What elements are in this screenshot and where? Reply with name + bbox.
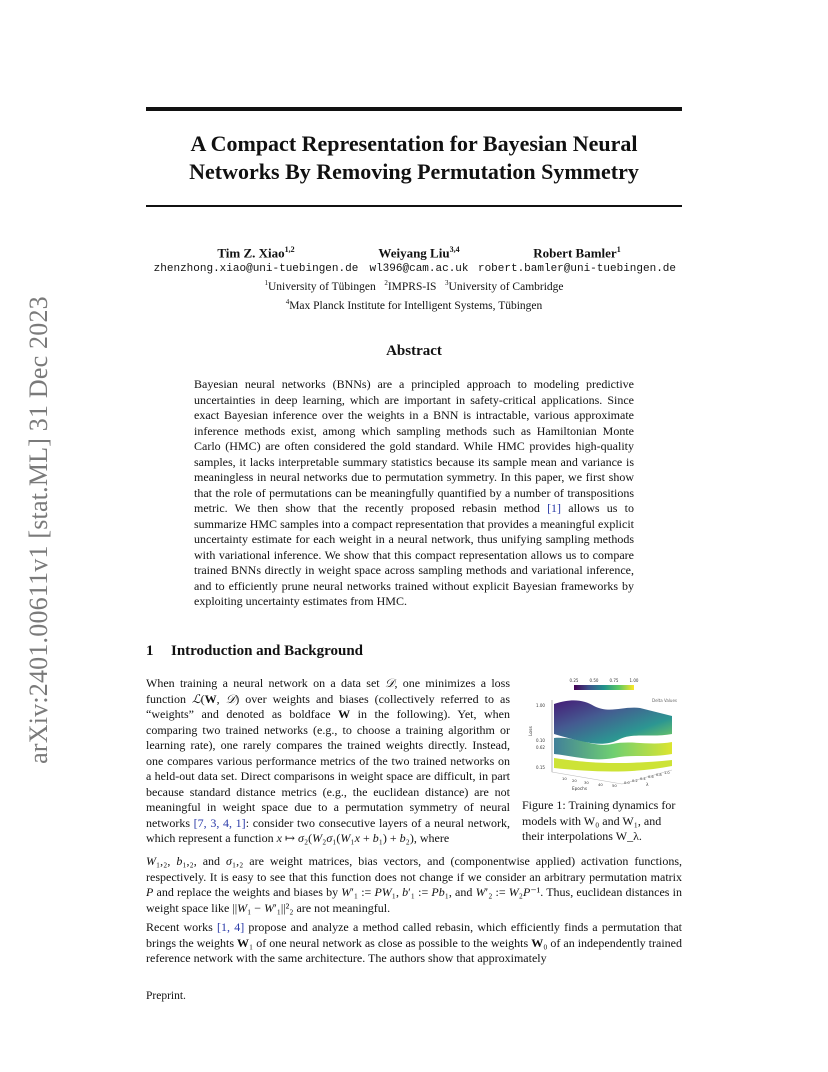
y-axis-label: Loss: [529, 726, 534, 736]
author-2-name: Weiyang Liu: [378, 245, 450, 261]
y-tick: 0.15: [536, 765, 545, 770]
section-number: 1: [146, 643, 154, 659]
lambda-tick: 0.4: [640, 777, 646, 781]
author-2-email[interactable]: wl396@cam.ac.uk: [369, 263, 469, 276]
author-3-name: Robert Bamler: [533, 245, 617, 261]
abstract-body: Bayesian neural networks (BNNs) are a principled approach to modeling predictive uncertainties in deep learning, which are important in safety-critical applications. Since exact Bayesian inference over the weights in a BNN is intractable, various approximate inference methods exist, among which sampling methods such as Hamiltonian Monte Carlo (HMC) are often considered the gold standard. While HMC provides high-quality samples, it lacks interpretable summary statistics because its sample mean and variance is meaningless in neural networks due to permutation symmetry. In this paper, we first show that the role of permutations can be meaningfully quantified by a number of transpositions metric. We then show that the recently proposed rebasin method [1] allows us to summarize HMC samples into a compact representation that provides a meaningful explicit uncertainty estimate for each weight in a neural network, thus unifying sampling methods with variational inference. We show that this compact representation allows us to compare trained BNNs directly in weight space across sampling methods and variational inference, and to efficiently prune neural networks trained without explicit Bayesian frameworks by exploiting uncertainty estimates from HMC.: [194, 377, 634, 608]
author-1-sup: 1,2: [284, 245, 295, 254]
lambda-tick: 0.6: [648, 775, 654, 779]
colorbar-tick: 0.75: [609, 678, 619, 683]
lambda-tick: 0.0: [624, 781, 630, 785]
affiliation-line-1: $^1$University of Tübingen $^2$IMPRS-IS $^3$University of Cambridge: [264, 279, 564, 293]
lambda-tick: 0.2: [632, 779, 638, 783]
x-tick: 10: [562, 776, 567, 781]
author-2-sup: 3,4: [449, 245, 460, 254]
y-tick: 1.00: [536, 703, 545, 708]
footer-preprint: Preprint.: [146, 990, 186, 1002]
affiliation-1: University of Tübingen: [267, 280, 376, 293]
intro-paragraph-1: When training a neural network on a data set 𝒟, one minimizes a loss function ℒ(W, 𝒟) over weights and biases (collectively referred to as “weights” and denoted as boldface W in the following). Yet, when comparing two trained networks (e.g., to choose a training algorithm or learning rate), one rarely compares the trained weights directly. Instead, one compares various performance metrics of the two trained networks on a held-out data set. Direct comparisons in weight space are difficult, in part because standard distance metrics (e.g., the euclidean distance) are not meaningful in weight space due to a permutation symmetry of neural networks [7, 3, 4, 1]: consider two consecutive layers of a neural network, which represent a function x ↦ σ₂(W₂σ₁(W₁x + b₁) + b₂), where: [146, 676, 511, 845]
intro-paragraph-2: Recent works [1, 4] propose and analyze a method called rebasin, which efficiently finds a permutation that brings the weights W₁ of one neural network as close as possible to the weights W₀ of an independently trained reference network with the same architecture. The authors show that approximately: [146, 920, 683, 965]
x-axis-label: Epochs: [572, 786, 588, 791]
author-1-name: Tim Z. Xiao: [217, 245, 285, 261]
affiliation-line-2: $^4$Max Planck Institute for Intelligent Systems, Tübingen: [285, 297, 543, 312]
x-tick: 40: [598, 782, 603, 787]
author-2: [354, 242, 484, 277]
author-1: [146, 242, 366, 277]
author-1-email[interactable]: zhenzhong.xiao@uni-tuebingen.de: [153, 263, 359, 276]
colorbar-tick: 0.25: [569, 678, 579, 683]
y-tick: 0.62: [536, 745, 545, 750]
y-tick: 0.10: [536, 738, 545, 743]
affiliation-4: Max Planck Institute for Intelligent Systems, Tübingen: [289, 299, 543, 312]
title-bottom-rule: [146, 205, 682, 207]
lambda-tick: 1.0: [664, 771, 670, 775]
intro-paragraph-1-cont: W₁,₂, b₁,₂, and σ₁,₂ are weight matrices, bias vectors, and (componentwise applied) activation functions, respectively. It is easy to see that this function does not change if we consider an arbitrary permutation matrix P and replace the weights and biases by W′₁ := PW₁, b′₁ := Pb₁, and W′₂ := W₂P⁻¹. Thus, euclidean distances in weight space like ||W₁ − W′₁||²₂ are not meaningful.: [146, 854, 683, 915]
surface-lower: [554, 758, 672, 772]
x-tick: 50: [612, 783, 617, 788]
colorbar-tick: 1.00: [629, 678, 639, 683]
x-tick: 20: [572, 778, 577, 783]
title-top-rule: [146, 107, 682, 111]
abstract-heading: Abstract: [386, 343, 442, 359]
paper-title-line-2: Networks By Removing Permutation Symmetry: [189, 159, 639, 184]
arxiv-identifier: [23, 285, 55, 775]
legend-label: Delta Values: [652, 698, 678, 703]
colorbar-tick: 0.50: [589, 678, 599, 683]
section-heading: [146, 643, 363, 660]
surface-upper: [554, 700, 672, 743]
author-3-sup: 1: [616, 245, 621, 254]
author-3-email[interactable]: robert.bamler@uni-tuebingen.de: [477, 263, 677, 276]
figure-1-surface-plot: [522, 676, 682, 796]
paper-title-line-1: A Compact Representation for Bayesian Neural: [190, 131, 638, 156]
x-tick: 30: [584, 780, 589, 785]
author-3: [472, 242, 682, 277]
arxiv-identifier-text: arXiv:2401.00611v1 [stat.ML] 31 Dec 2023: [24, 296, 53, 764]
affiliation-2: IMPRS-IS: [387, 280, 437, 293]
citation-link[interactable]: [1]: [547, 501, 562, 515]
lambda-tick: 0.8: [656, 773, 662, 777]
section-title: Introduction and Background: [171, 643, 364, 659]
lambda-label: λ: [646, 782, 649, 787]
paper-title: [146, 130, 682, 186]
colorbar: [574, 685, 634, 690]
affiliation-3: University of Cambridge: [448, 280, 564, 293]
affiliations: [146, 276, 682, 314]
figure-1-caption: Figure 1: Training dynamics for models with W₀ and W₁, and their interpolations W_λ.: [522, 798, 676, 843]
